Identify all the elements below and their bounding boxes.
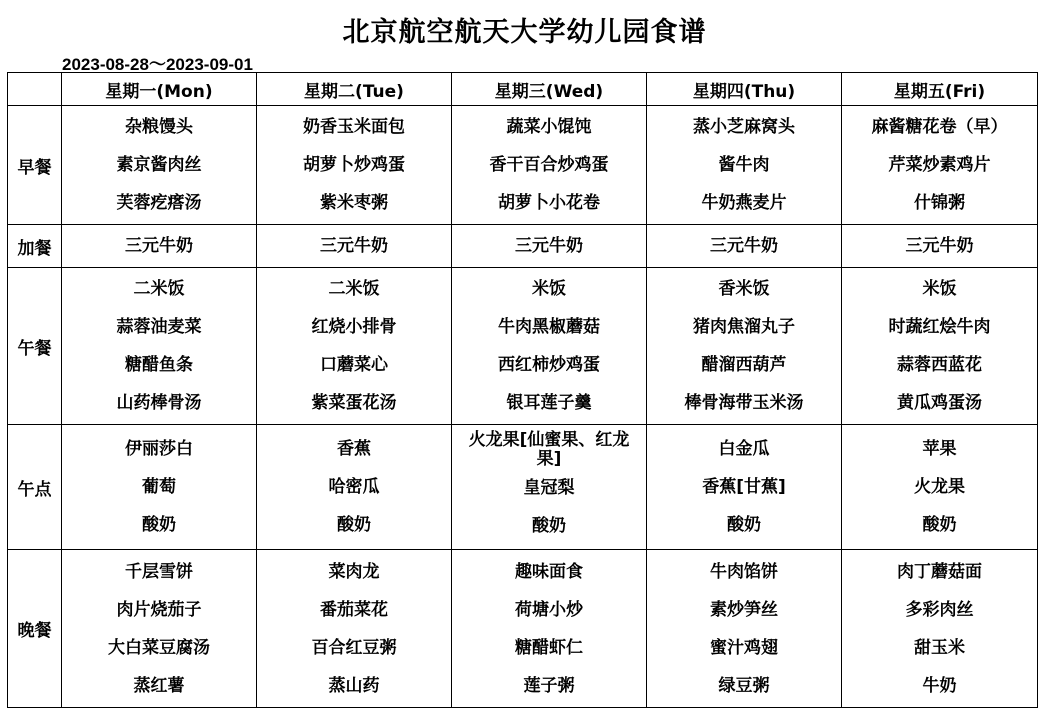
dish-item: 银耳莲子羹 — [506, 393, 592, 413]
dish-item: 牛肉黑椒蘑菇 — [498, 317, 600, 337]
menu-body — [8, 106, 1038, 708]
menu-cell — [452, 106, 647, 225]
dish-item: 素京酱肉丝 — [116, 155, 202, 175]
date-range: 2023-08-28～2023-09-01 — [62, 55, 253, 74]
dish-item: 肉片烧茄子 — [116, 599, 202, 620]
dish-item: 香米饭 — [718, 279, 770, 299]
dish-item: 蔬菜小馄饨 — [506, 117, 592, 137]
meal-label: 晚餐 — [8, 550, 62, 708]
dish-item: 绿豆粥 — [718, 675, 770, 696]
dish-list — [452, 551, 646, 707]
dish-item: 蒜蓉油麦菜 — [116, 317, 202, 337]
dish-list — [842, 106, 1037, 224]
dish-item: 番茄菜花 — [320, 599, 388, 620]
dish-list — [452, 427, 646, 547]
dish-item: 百合红豆粥 — [311, 637, 397, 658]
dish-list — [452, 106, 646, 224]
dish-item: 莲子粥 — [523, 675, 575, 696]
dish-item: 三元牛奶 — [710, 236, 778, 256]
dish-list — [842, 428, 1037, 546]
dish-item: 酸奶 — [532, 516, 566, 536]
dish-list — [257, 106, 451, 224]
dish-item: 胡萝卜小花卷 — [498, 193, 600, 213]
dish-list — [257, 428, 451, 546]
dish-list — [647, 551, 841, 707]
menu-cell — [452, 225, 647, 268]
dish-list — [842, 225, 1037, 267]
dish-item: 蒸小芝麻窝头 — [693, 117, 795, 137]
header-row — [8, 73, 1038, 106]
dish-list — [452, 268, 646, 424]
menu-cell — [452, 425, 647, 550]
meal-label: 早餐 — [8, 106, 62, 225]
dish-item: 糖醋虾仁 — [515, 637, 583, 658]
menu-cell — [647, 425, 842, 550]
dish-item: 蒸山药 — [328, 675, 380, 696]
menu-cell — [257, 268, 452, 425]
dish-item: 哈密瓜 — [328, 477, 380, 497]
dish-list — [257, 268, 451, 424]
dish-item: 三元牛奶 — [905, 236, 974, 256]
dish-item: 三元牛奶 — [320, 236, 388, 256]
dish-list — [647, 106, 841, 224]
dish-item: 芙蓉疙瘩汤 — [116, 193, 202, 213]
menu-cell — [647, 550, 842, 708]
dish-item: 酸奶 — [922, 515, 957, 535]
menu-cell — [842, 106, 1038, 225]
dish-item: 牛奶 — [922, 675, 957, 696]
dish-item: 酸奶 — [727, 515, 761, 535]
menu-cell — [647, 268, 842, 425]
dish-item: 黄瓜鸡蛋汤 — [897, 393, 982, 413]
day-header-tue: 星期二(Tue) — [257, 73, 452, 106]
dish-item: 多彩肉丝 — [905, 599, 974, 620]
menu-cell — [257, 550, 452, 708]
meal-row — [8, 106, 1038, 225]
day-header-fri: 星期五(Fri) — [842, 73, 1038, 106]
menu-cell — [62, 425, 257, 550]
dish-item: 皇冠梨 — [523, 478, 575, 498]
page-title: 北京航空航天大学幼儿园食谱 — [342, 17, 707, 48]
dish-item: 蒜蓉西蓝花 — [897, 355, 982, 375]
dish-item: 奶香玉米面包 — [303, 117, 405, 137]
dish-item: 紫米枣粥 — [320, 193, 388, 213]
corner-cell — [8, 73, 62, 106]
dish-item: 什锦粥 — [914, 193, 965, 213]
dish-list — [62, 268, 256, 424]
dish-item: 红烧小排骨 — [311, 317, 397, 337]
menu-cell — [842, 268, 1038, 425]
dish-item: 千层雪饼 — [125, 561, 193, 582]
dish-item: 素炒笋丝 — [710, 599, 778, 620]
dish-item: 西红柿炒鸡蛋 — [498, 355, 600, 375]
menu-cell — [62, 550, 257, 708]
dish-item: 麻酱糖花卷（早） — [871, 117, 1008, 137]
dish-list — [62, 225, 256, 267]
dish-item: 米饭 — [922, 279, 957, 299]
dish-item: 香干百合炒鸡蛋 — [489, 155, 609, 175]
dish-list — [62, 106, 256, 224]
dish-item: 三元牛奶 — [125, 236, 193, 256]
dish-item: 芹菜炒素鸡片 — [888, 155, 991, 175]
dish-item: 火龙果[仙蜜果、红龙果] — [468, 430, 630, 469]
dish-item: 猪肉焦溜丸子 — [693, 317, 795, 337]
dish-item: 紫菜蛋花汤 — [311, 393, 397, 413]
menu-cell — [647, 106, 842, 225]
meal-row — [8, 425, 1038, 550]
menu-cell — [257, 425, 452, 550]
menu-cell — [842, 225, 1038, 268]
dish-item: 蒸红薯 — [133, 675, 185, 696]
dish-item: 时蔬红烩牛肉 — [888, 317, 991, 337]
meal-row — [8, 550, 1038, 708]
dish-item: 苹果 — [922, 439, 957, 459]
dish-item: 三元牛奶 — [515, 236, 583, 256]
dish-list — [647, 268, 841, 424]
menu-table — [7, 72, 1038, 708]
dish-item: 荷塘小炒 — [515, 599, 583, 620]
menu-cell — [452, 268, 647, 425]
dish-list — [647, 428, 841, 546]
dish-item: 香蕉 — [337, 439, 371, 459]
dish-item: 火龙果 — [914, 477, 965, 497]
dish-item: 甜玉米 — [914, 637, 965, 658]
day-header-wed: 星期三(Wed) — [452, 73, 647, 106]
dish-item: 山药棒骨汤 — [116, 393, 202, 413]
dish-item: 酱牛肉 — [718, 155, 770, 175]
meal-label: 午点 — [8, 425, 62, 550]
dish-item: 棒骨海带玉米汤 — [684, 393, 804, 413]
dish-item: 米饭 — [532, 279, 566, 299]
dish-item: 二米饭 — [328, 279, 380, 299]
menu-cell — [62, 106, 257, 225]
dish-item: 蜜汁鸡翅 — [710, 637, 778, 658]
dish-item: 醋溜西葫芦 — [701, 355, 787, 375]
dish-item: 白金瓜 — [718, 439, 770, 459]
dish-item: 肉丁蘑菇面 — [897, 561, 982, 582]
menu-cell — [62, 268, 257, 425]
menu-cell — [452, 550, 647, 708]
dish-item: 牛奶燕麦片 — [701, 193, 787, 213]
dish-item: 牛肉馅饼 — [710, 561, 778, 582]
dish-list — [842, 551, 1037, 707]
dish-list — [257, 551, 451, 707]
menu-cell — [842, 425, 1038, 550]
menu-cell — [257, 225, 452, 268]
meal-label: 加餐 — [8, 225, 62, 268]
dish-item: 菜肉龙 — [328, 561, 380, 582]
dish-list — [257, 225, 451, 267]
dish-item: 酸奶 — [142, 515, 176, 535]
dish-item: 趣味面食 — [515, 561, 583, 582]
dish-item: 二米饭 — [133, 279, 185, 299]
day-header-mon: 星期一(Mon) — [62, 73, 257, 106]
dish-item: 香蕉[甘蕉] — [702, 477, 786, 497]
meal-row — [8, 268, 1038, 425]
dish-list — [452, 225, 646, 267]
meal-label: 午餐 — [8, 268, 62, 425]
dish-item: 酸奶 — [337, 515, 371, 535]
dish-item: 大白菜豆腐汤 — [108, 637, 210, 658]
menu-cell — [62, 225, 257, 268]
menu-cell — [842, 550, 1038, 708]
dish-item: 糖醋鱼条 — [125, 355, 193, 375]
dish-list — [62, 551, 256, 707]
menu-cell — [647, 225, 842, 268]
dish-list — [647, 225, 841, 267]
dish-list — [842, 268, 1037, 424]
menu-cell — [257, 106, 452, 225]
day-header-thu: 星期四(Thu) — [647, 73, 842, 106]
dish-item: 杂粮馒头 — [125, 117, 193, 137]
dish-item: 伊丽莎白 — [125, 439, 193, 459]
dish-list — [62, 428, 256, 546]
dish-item: 胡萝卜炒鸡蛋 — [303, 155, 405, 175]
dish-item: 口蘑菜心 — [320, 355, 388, 375]
dish-item: 葡萄 — [142, 477, 176, 497]
meal-row — [8, 225, 1038, 268]
